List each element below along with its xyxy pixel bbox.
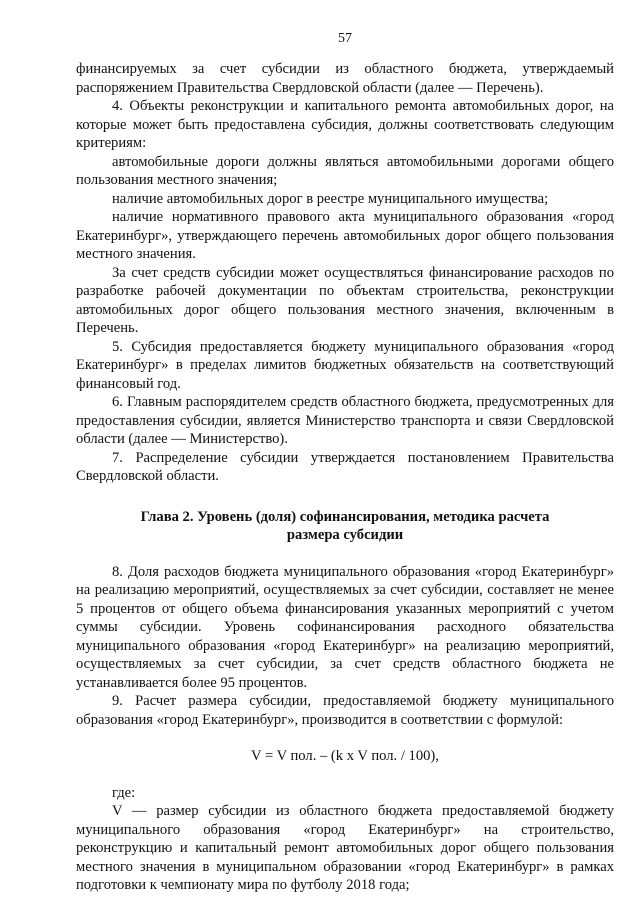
- page-number: 57: [338, 31, 352, 46]
- criterion-2: наличие автомобильных дорог в реестре муниципального имущества;: [112, 190, 549, 207]
- subsidy-formula: V = V пол. – (k x V пол. / 100),: [251, 748, 439, 764]
- criterion-3: наличие нормативного правового акта муниципального образования «город Екатеринбург», утверждающего перечень автомобильных дорог общего пользования местного значения.: [76, 209, 614, 262]
- where-label: где:: [112, 784, 136, 801]
- document-body: [76, 60, 614, 895]
- paragraph-item-9: 9. Расчет размера субсидии, предоставляемой бюджету муниципального образования «город Екатеринбург», производится в соответствии с формулой:: [76, 693, 614, 728]
- paragraph-item-7: 7. Распределение субсидии утверждается постановлением Правительства Свердловской области.: [76, 449, 614, 484]
- definition-v: V — размер субсидии из областного бюджета предоставляемой бюджету муниципального образования «город Екатеринбург» на строительство, реконструкцию и капитальный ремонт автомобильных дорог общего пользования местного значения в муниципальном образовании «город Екатеринбург» в рамках подготовки к чемпионату мира по футболу 2018 года;: [76, 803, 614, 893]
- paragraph-item-5: 5. Субсидия предоставляется бюджету муниципального образования «город Екатеринбург» в пределах лимитов бюджетных обязательств на соответствующий финансовый год.: [76, 338, 614, 392]
- paragraph-continuation: финансируемых за счет субсидии из областного бюджета, утверждаемый распоряжением Правительства Свердловской области (далее — Перечень).: [76, 61, 614, 96]
- chapter-heading: Глава 2. Уровень (доля) софинансирования, методика расчета размера субсидии: [140, 508, 550, 543]
- criterion-1: автомобильные дороги должны являться автомобильными дорогами общего пользования местного значения;: [76, 153, 614, 188]
- paragraph-funding: За счет средств субсидии может осуществляться финансирование расходов по разработке рабочей документации по объектам строительства, реконструкции автомобильных дорог общего пользования местного значения, включенным в Перечень.: [76, 264, 614, 336]
- paragraph-item-4: 4. Объекты реконструкции и капитального ремонта автомобильных дорог, на которые может быть предоставлена субсидия, должны соответствовать следующим критериям:: [76, 98, 614, 151]
- paragraph-item-8: 8. Доля расходов бюджета муниципального образования «город Екатеринбург» на реализацию мероприятий, осуществляемых за счет субсидии, составляет не менее 5 процентов от общего объема финансирования указанных мероприятий с учетом суммы субсидии. Уровень софинансирования расходного обязательства муниципального образования «город Екатеринбург» на реализацию мероприятий, осуществляемых за счет субсидии, за счет средств областного бюджета не устанавливается более 95 процентов.: [76, 563, 614, 691]
- paragraph-item-6: 6. Главным распорядителем средств областного бюджета, предусмотренных для предоставления субсидии, является Министерство транспорта и связи Свердловской области (далее — Министерство).: [76, 394, 614, 447]
